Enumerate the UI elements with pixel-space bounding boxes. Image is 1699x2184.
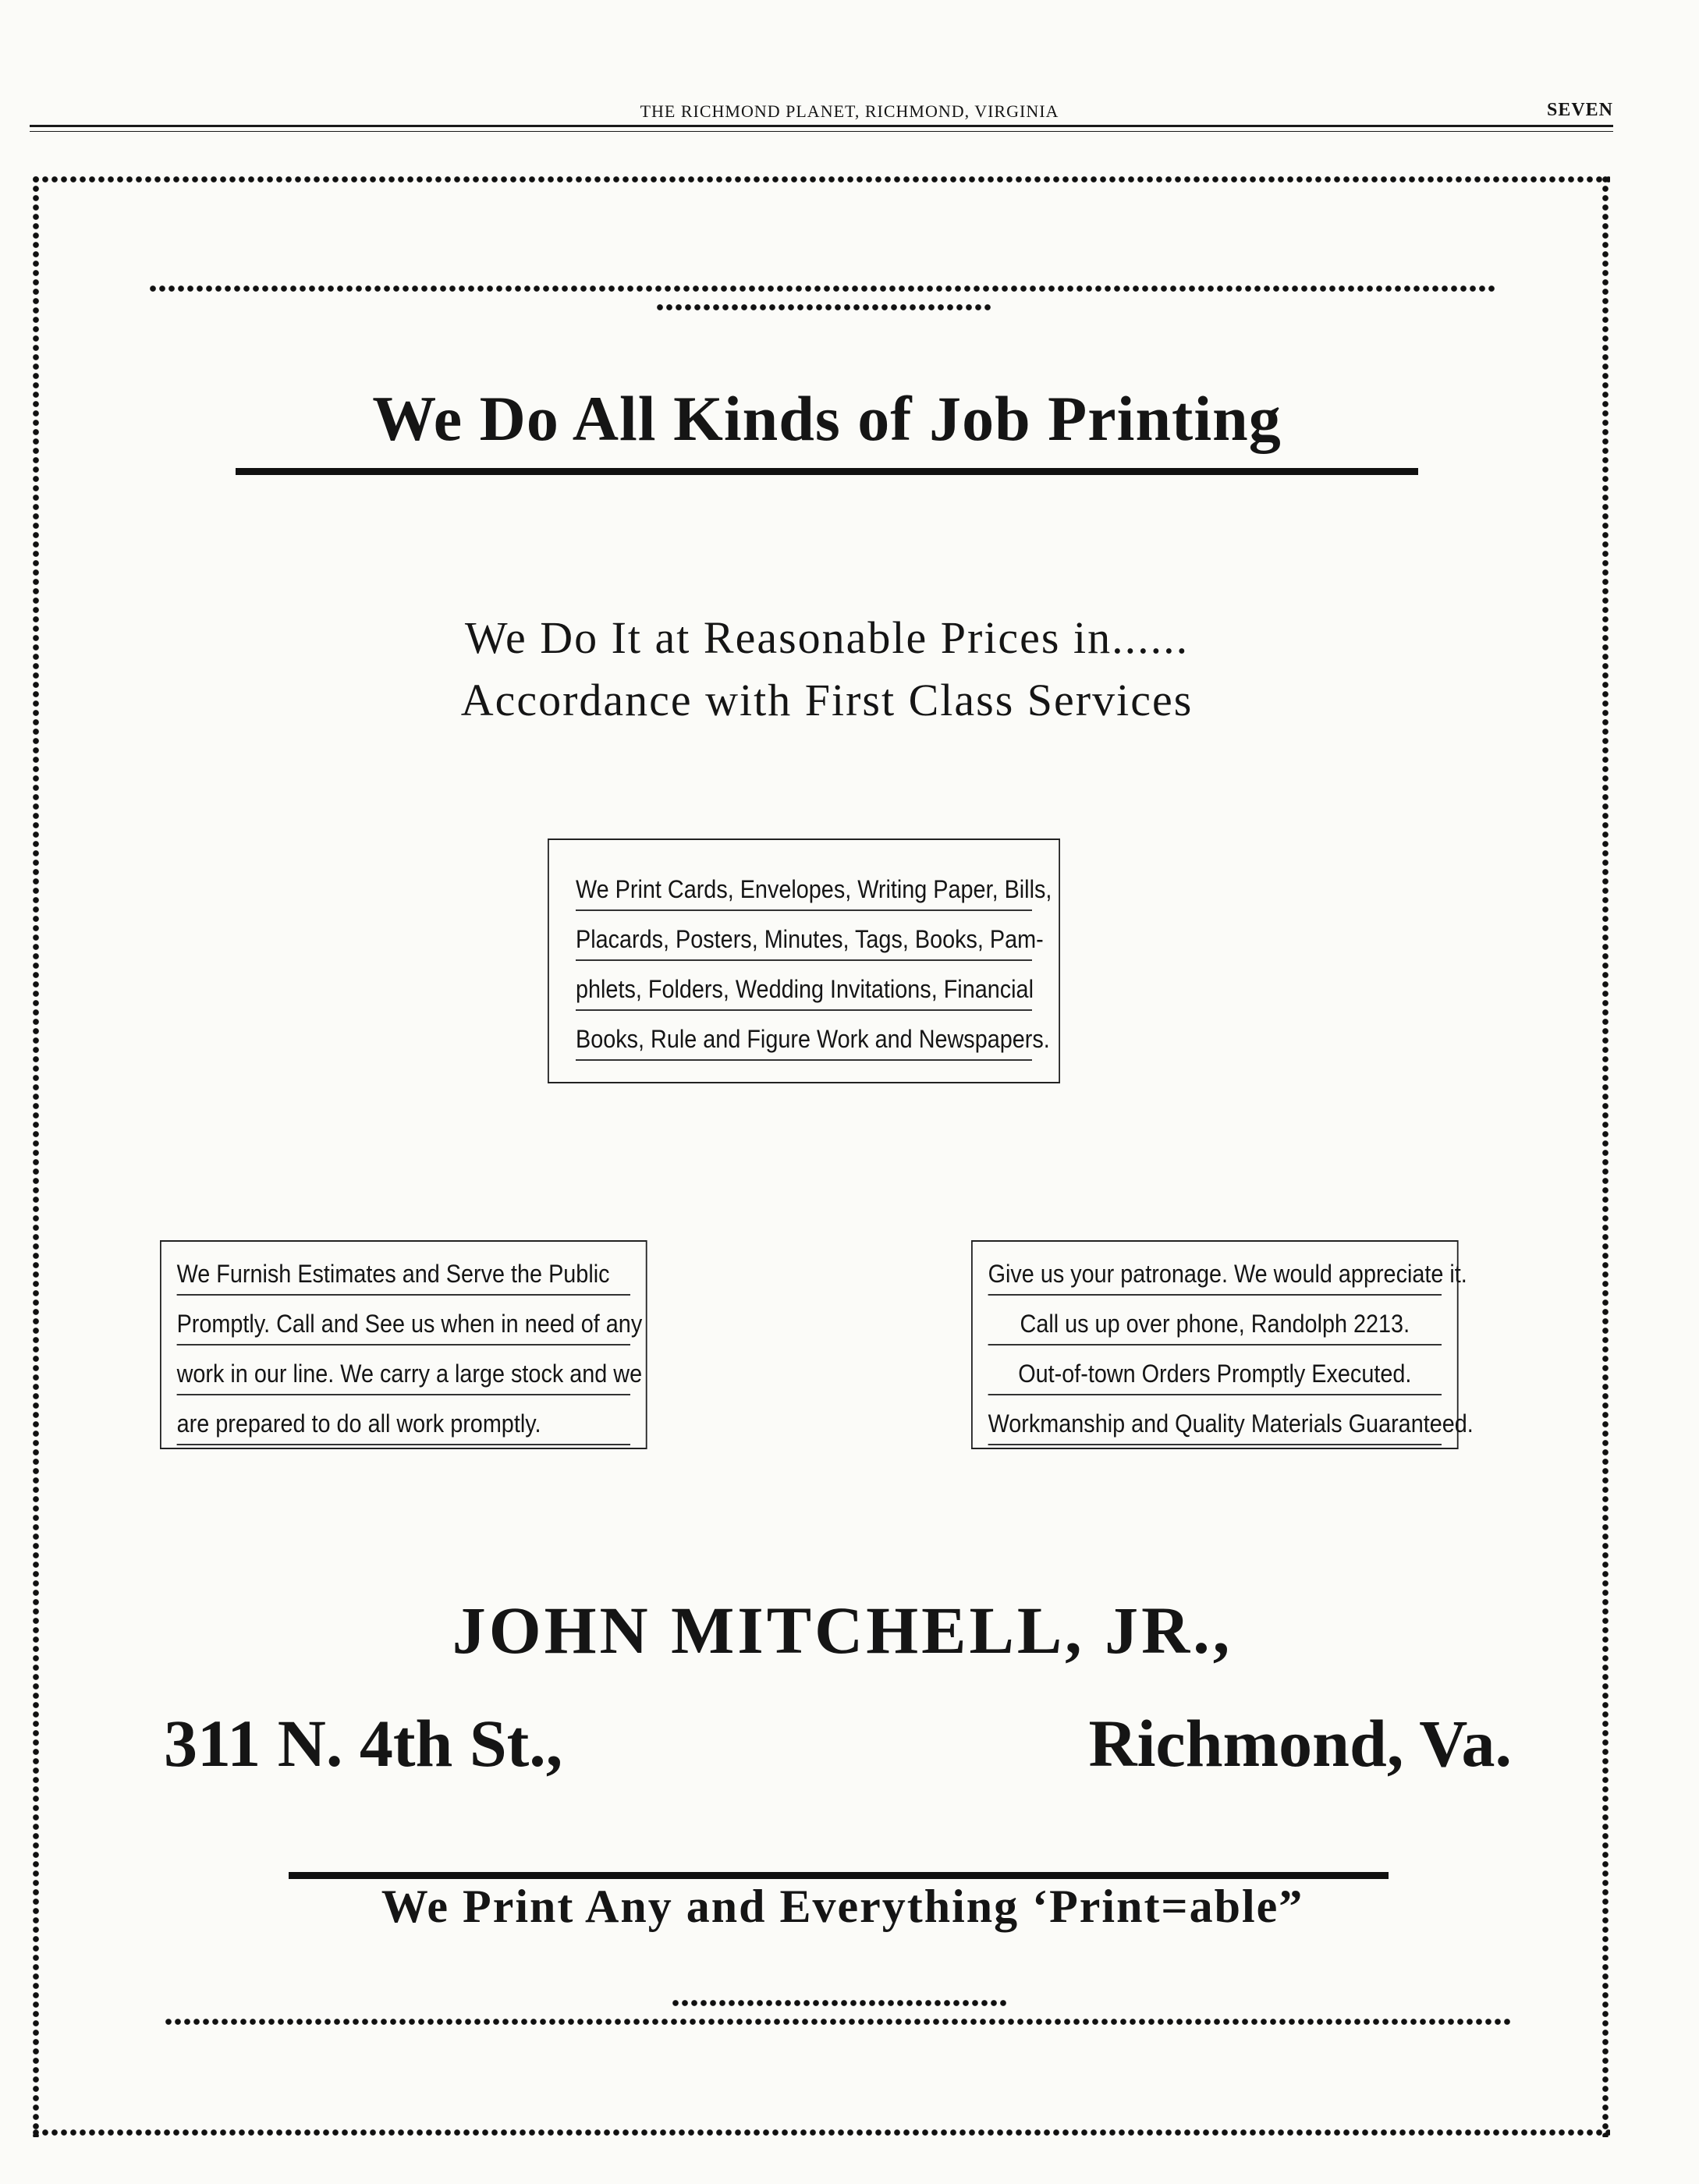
- address-street: 311 N. 4th St.,: [164, 1706, 563, 1781]
- masthead-title: THE RICHMOND PLANET, RICHMOND, VIRGINIA: [640, 101, 1059, 121]
- estimates-line: Promptly. Call and See us when in need of any: [177, 1305, 630, 1346]
- patronage-box: [971, 1240, 1474, 1449]
- ornament-top-row: [148, 284, 1498, 293]
- ornament-bottom-row-short: [671, 1998, 1008, 2008]
- estimates-box: [160, 1240, 647, 1449]
- estimates-line: work in our line. We carry a large stock and we: [177, 1355, 630, 1395]
- frame-border-bottom: [31, 2128, 1610, 2137]
- frame-border-top: [31, 175, 1610, 184]
- subheadline-line-2: Accordance with First Class Services: [460, 675, 1194, 725]
- headline-rule: [236, 468, 1418, 475]
- patronage-line: Out-of-town Orders Promptly Executed.: [988, 1355, 1442, 1395]
- slogan: We Print Any and Everything ‘Print=able”: [381, 1881, 1304, 1932]
- slogan-rule: [289, 1872, 1389, 1879]
- page-number: SEVEN: [1546, 100, 1613, 120]
- services-line: Books, Rule and Figure Work and Newspapers.: [576, 1020, 1032, 1061]
- subheadline-line-1: We Do It at Reasonable Prices in......: [464, 612, 1190, 663]
- headline: We Do All Kinds of Job Printing: [372, 383, 1282, 454]
- services-line: We Print Cards, Envelopes, Writing Paper, Bills,: [576, 870, 1032, 911]
- patronage-line: Call us up over phone, Randolph 2213.: [988, 1305, 1442, 1346]
- patronage-line: Workmanship and Quality Materials Guaranteed.: [988, 1405, 1442, 1445]
- ornament-top-row-short: [655, 303, 992, 312]
- frame-border-right: [1601, 175, 1610, 2137]
- ornament-bottom-row: [164, 2017, 1513, 2026]
- services-box: [548, 838, 1060, 1083]
- services-line: phlets, Folders, Wedding Invitations, Financial: [576, 970, 1032, 1011]
- services-line: Placards, Posters, Minutes, Tags, Books, Pam-: [576, 920, 1032, 961]
- estimates-line: are prepared to do all work promptly.: [177, 1405, 630, 1445]
- masthead-rule-bottom: [30, 131, 1613, 132]
- estimates-line: We Furnish Estimates and Serve the Public: [177, 1255, 630, 1296]
- frame-border-left: [31, 175, 41, 2137]
- patronage-line: Give us your patronage. We would appreciate it.: [988, 1255, 1442, 1296]
- masthead-rule-top: [30, 125, 1613, 127]
- address-city: Richmond, Va.: [1088, 1706, 1512, 1781]
- proprietor-name: JOHN MITCHELL, JR.,: [452, 1593, 1233, 1668]
